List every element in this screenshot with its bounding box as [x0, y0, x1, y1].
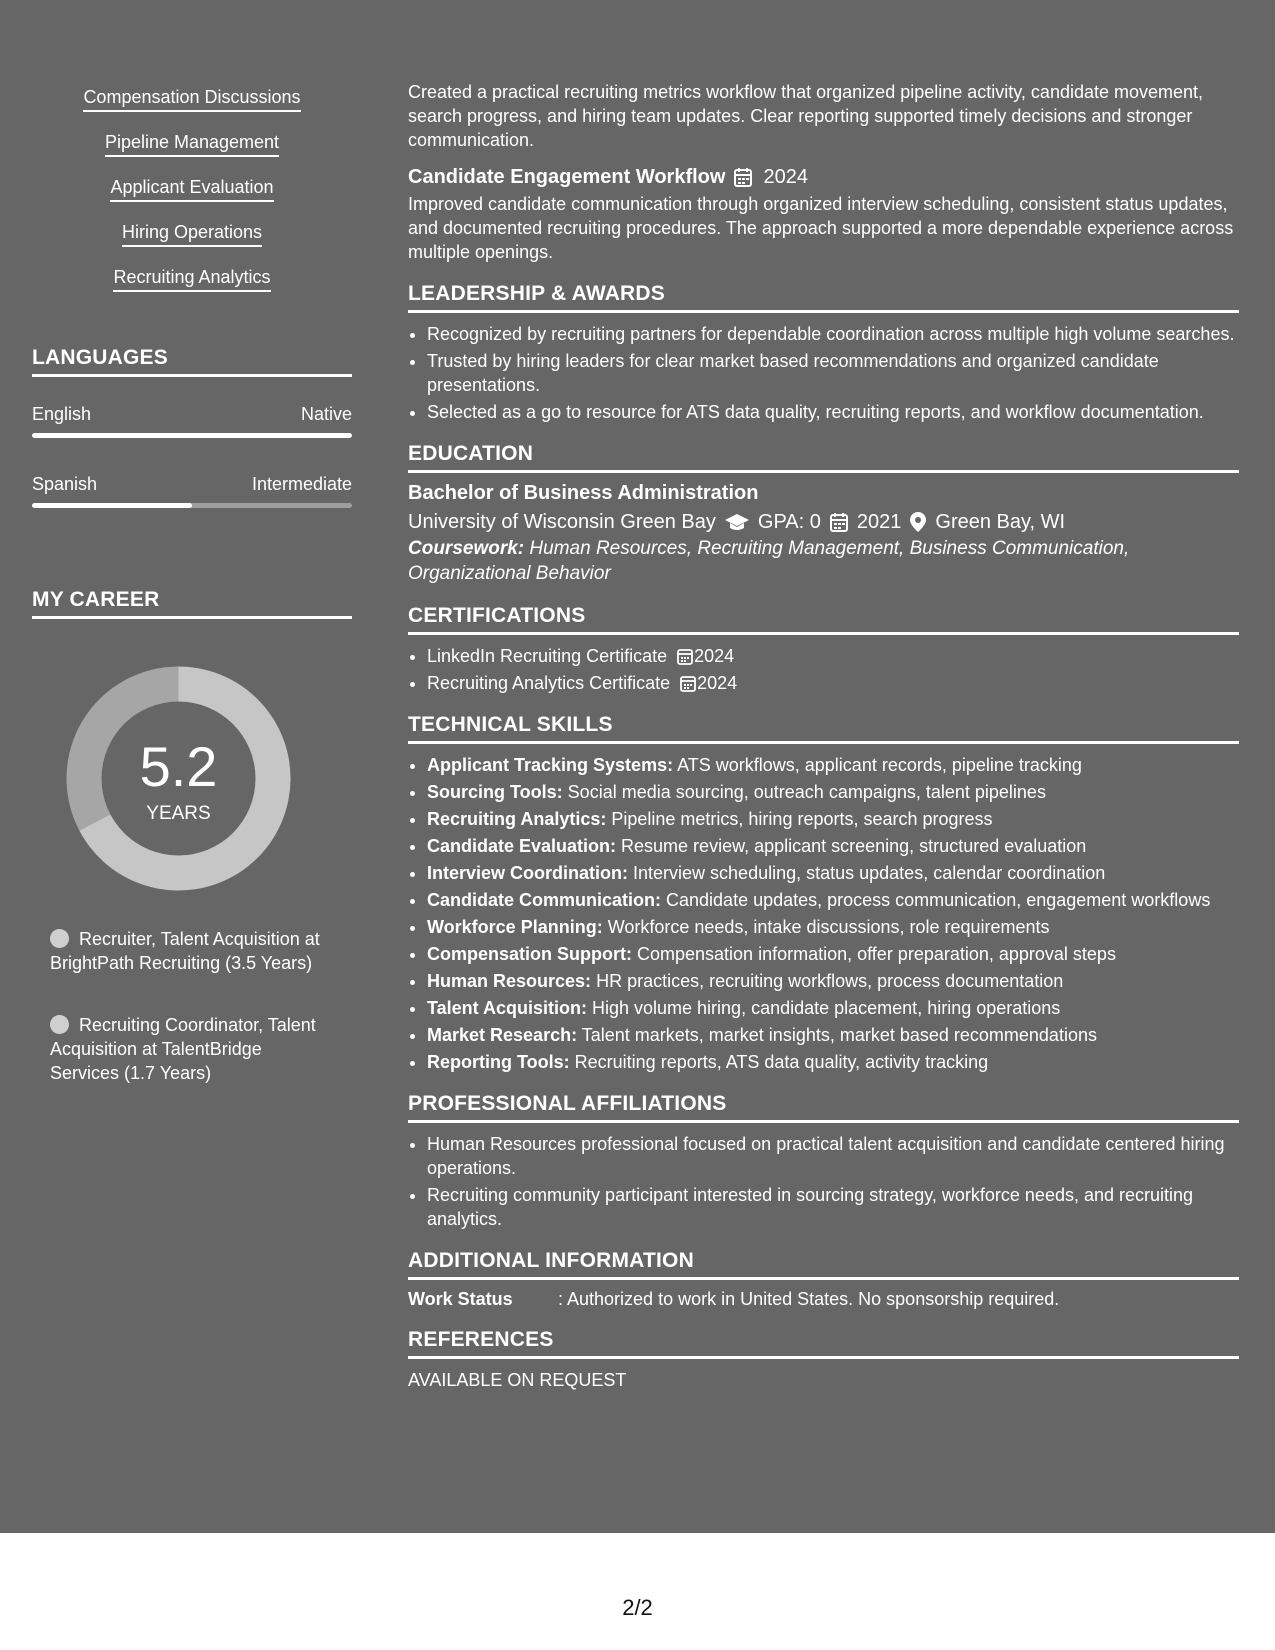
career-dot-icon — [50, 1015, 69, 1034]
work-status-row — [408, 1289, 1239, 1310]
language-level: Native — [300, 404, 352, 424]
skill-label: Workforce Planning: — [427, 917, 603, 937]
project-title — [408, 166, 1239, 189]
skill-text: Resume review, applicant screening, structured evaluation — [616, 836, 1087, 856]
list-item — [427, 888, 1239, 912]
list-item — [427, 996, 1239, 1020]
references-title: REFERENCES — [408, 1328, 1239, 1359]
skill-tags — [32, 86, 352, 311]
school-location: Green Bay, WI — [935, 511, 1066, 533]
education-meta — [408, 508, 1239, 536]
project-year: 2024 — [763, 166, 808, 188]
skill-label: Applicant Tracking Systems: — [427, 755, 674, 775]
certificate-year: 2024 — [697, 673, 738, 693]
skill-text: Talent markets, market insights, market based recommendations — [577, 1025, 1097, 1045]
gpa: GPA: 0 — [757, 511, 821, 533]
skill-tag: Compensation Discussions — [83, 86, 300, 112]
skill-tag: Recruiting Analytics — [113, 266, 270, 292]
career-entry — [50, 1013, 330, 1085]
skill-label: Recruiting Analytics: — [427, 809, 607, 829]
list-item — [427, 942, 1239, 966]
language-bar — [32, 503, 352, 508]
skill-text: Recruiting reports, ATS data quality, activity tracking — [569, 1052, 989, 1072]
list-item: • Human Resources professional focused on practical talent acquisition and candidate centered hiring operations. — [427, 1132, 1239, 1180]
skill-label: Market Research: — [427, 1025, 578, 1045]
coursework — [408, 536, 1239, 586]
list-item — [427, 807, 1239, 831]
list-item — [427, 969, 1239, 993]
location-pin-icon — [909, 511, 927, 533]
project-name: Candidate Engagement Workflow — [408, 166, 726, 188]
certifications-list — [408, 644, 1239, 695]
career-unit: YEARS — [146, 803, 211, 824]
leadership-title: LEADERSHIP & AWARDS — [408, 282, 1239, 313]
coursework-label: Coursework: — [408, 538, 525, 559]
skill-label: Talent Acquisition: — [427, 998, 587, 1018]
career-entry-text: Recruiter, Talent Acquisition at BrightPath Recruiting (3.5 Years) — [50, 929, 320, 973]
career-title: MY CAREER — [32, 588, 352, 619]
list-item: • Recognized by recruiting partners for dependable coordination across multiple high volume searches. — [427, 322, 1239, 346]
project-intro: Created a practical recruiting metrics workflow that organized pipeline activity, candidate movement, search progress, and hiring team updates. Clear reporting supported timely decisions and stronger communication. — [408, 82, 1204, 150]
calendar-icon — [725, 167, 757, 189]
skill-label: Human Resources: — [427, 971, 592, 991]
list-item: • Selected as a go to resource for ATS data quality, recruiting reports, and workflow documentation. — [427, 400, 1239, 424]
skill-label: Compensation Support: — [427, 944, 632, 964]
certificate-name: Recruiting Analytics Certificate — [427, 673, 671, 693]
skill-label: Candidate Communication: — [427, 890, 662, 910]
skill-label: Reporting Tools: — [427, 1052, 570, 1072]
language-english — [32, 404, 352, 438]
skill-tag: Hiring Operations — [122, 221, 262, 247]
graduation-cap-icon — [724, 512, 750, 532]
skill-text: Workforce needs, intake discussions, role requirements — [602, 917, 1050, 937]
leadership-list — [408, 322, 1239, 424]
calendar-icon — [675, 675, 697, 693]
skill-text: Pipeline metrics, hiring reports, search progress — [606, 809, 993, 829]
language-bar-fill — [32, 503, 192, 508]
languages-title: LANGUAGES — [32, 346, 352, 377]
work-status-label: Work Status — [408, 1289, 513, 1309]
calendar-icon — [672, 648, 694, 666]
list-item — [427, 753, 1239, 777]
skill-text: Social media sourcing, outreach campaigns, talent pipelines — [562, 782, 1046, 802]
language-name: Spanish — [32, 474, 98, 494]
skill-text: Compensation information, offer preparation, approval steps — [632, 944, 1116, 964]
career-donut-chart — [66, 666, 291, 891]
list-item: • Recruiting community participant interested in sourcing strategy, workforce needs, and recruiting analytics. — [427, 1183, 1239, 1231]
list-item — [427, 834, 1239, 858]
calendar-icon — [829, 512, 849, 532]
skill-label: Interview Coordination: — [427, 863, 629, 883]
skill-tag: Applicant Evaluation — [110, 176, 273, 202]
coursework-list: Human Resources, Recruiting Management, Business Communication, Organizational Behavior — [408, 538, 1130, 584]
list-item: • Trusted by hiring leaders for clear market based recommendations and organized candidate presentations. — [427, 349, 1239, 397]
list-item — [427, 671, 1239, 695]
degree: Bachelor of Business Administration — [408, 482, 759, 504]
skill-text: Candidate updates, process communication, engagement workflows — [661, 890, 1211, 910]
list-item — [427, 1023, 1239, 1047]
technical-skills-title: TECHNICAL SKILLS — [408, 713, 1239, 744]
certificate-name: LinkedIn Recruiting Certificate — [427, 646, 668, 666]
additional-info-title: ADDITIONAL INFORMATION — [408, 1249, 1239, 1280]
language-name: English — [32, 404, 92, 424]
certifications-title: CERTIFICATIONS — [408, 604, 1239, 635]
skill-text: HR practices, recruiting workflows, process documentation — [591, 971, 1064, 991]
list-item — [427, 1050, 1239, 1074]
career-dot-icon — [50, 929, 69, 948]
skill-label: Sourcing Tools: — [427, 782, 563, 802]
references-text: AVAILABLE ON REQUEST — [408, 1370, 627, 1390]
education-title: EDUCATION — [408, 442, 1239, 473]
certificate-year: 2024 — [694, 646, 735, 666]
page-number: 2/2 — [622, 1595, 653, 1620]
affiliations-list — [408, 1132, 1239, 1231]
list-item — [427, 915, 1239, 939]
skill-text: Interview scheduling, status updates, calendar coordination — [628, 863, 1106, 883]
skill-text: High volume hiring, candidate placement, hiring operations — [587, 998, 1061, 1018]
language-level: Intermediate — [251, 474, 352, 494]
skill-tag: Pipeline Management — [105, 131, 279, 157]
list-item — [427, 861, 1239, 885]
career-entry-text: Recruiting Coordinator, Talent Acquisition at TalentBridge Services (1.7 Years) — [50, 1015, 316, 1083]
career-total: 5.2 — [139, 735, 218, 798]
language-spanish — [32, 474, 352, 508]
project-description: Improved candidate communication through organized interview scheduling, consistent status updates, and documented recruiting procedures. The approach supported a more dependable experience across multiple openings. — [408, 194, 1234, 262]
list-item — [427, 644, 1239, 668]
list-item — [427, 780, 1239, 804]
work-status-value: : Authorized to work in United States. No sponsorship required. — [558, 1289, 1060, 1309]
graduation-year: 2021 — [856, 511, 902, 533]
skill-label: Candidate Evaluation: — [427, 836, 617, 856]
affiliations-title: PROFESSIONAL AFFILIATIONS — [408, 1092, 1239, 1123]
main-content — [408, 80, 1239, 1392]
school-name: University of Wisconsin Green Bay — [408, 511, 716, 533]
skill-text: ATS workflows, applicant records, pipeline tracking — [673, 755, 1082, 775]
language-bar-fill — [32, 433, 352, 438]
language-bar — [32, 433, 352, 438]
technical-skills-list — [408, 753, 1239, 1074]
career-entry — [50, 927, 330, 975]
